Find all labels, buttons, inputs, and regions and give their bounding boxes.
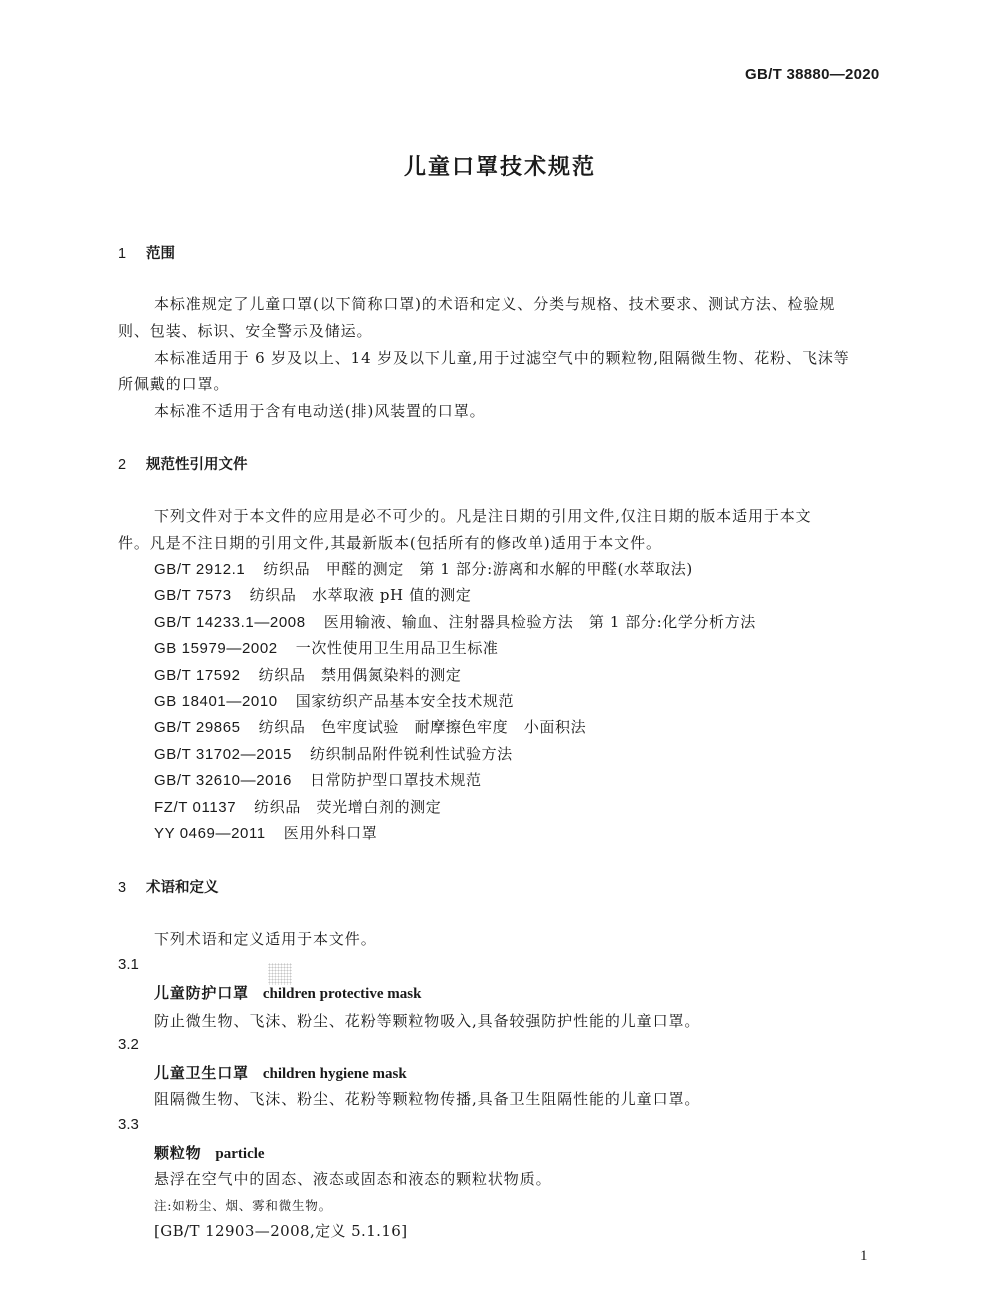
term-en: particle	[215, 1146, 265, 1162]
scope-line-2: 则、包装、标识、安全警示及储运。	[118, 322, 373, 340]
reference-title: 纺织制品附件锐利性试验方法	[309, 745, 513, 763]
page-number: 1	[860, 1248, 868, 1264]
scope-line-1: 本标准规定了儿童口罩(以下简称口罩)的术语和定义、分类与规格、技术要求、测试方法、检验规	[154, 295, 836, 313]
scope-line-4: 所佩戴的口罩。	[118, 375, 230, 393]
reference-item	[154, 611, 756, 632]
reference-code: GB 18401—2010	[154, 693, 278, 710]
reference-item	[154, 637, 499, 658]
reference-title: 医用外科口罩	[283, 824, 378, 842]
reference-code: GB/T 7573	[154, 587, 232, 604]
term-number: 3.3	[118, 1116, 139, 1133]
section-number: 3	[118, 880, 127, 896]
standard-code: GB/T 38880—2020	[745, 66, 880, 83]
reference-item	[154, 664, 461, 685]
terms-intro: 下列术语和定义适用于本文件。	[154, 930, 377, 948]
section-title: 术语和定义	[146, 880, 219, 896]
term-en: children hygiene mask	[262, 1066, 407, 1082]
reference-title: 纺织品 色牢度试验 耐摩擦色牢度 小面积法	[258, 718, 587, 736]
reference-item	[154, 822, 377, 843]
reference-code: GB 15979—2002	[154, 640, 278, 657]
reference-title: 一次性使用卫生用品卫生标准	[295, 639, 499, 657]
reference-code: GB/T 29865	[154, 719, 241, 736]
section-title: 范围	[146, 246, 175, 262]
term-heading	[154, 982, 421, 1003]
term-heading	[154, 1142, 265, 1163]
reference-title: 纺织品 禁用偶氮染料的测定	[258, 666, 462, 684]
reference-title: 纺织品 甲醛的测定 第 1 部分:游离和水解的甲醛(水萃取法)	[263, 560, 693, 578]
reference-code: YY 0469—2011	[154, 825, 266, 842]
reference-code: GB/T 31702—2015	[154, 746, 292, 763]
term-zh: 颗粒物	[154, 1144, 202, 1162]
section-3-heading	[118, 876, 219, 897]
reference-item	[154, 716, 586, 737]
reference-code: GB/T 2912.1	[154, 561, 246, 578]
term-number: 3.2	[118, 1036, 139, 1053]
term-zh: 儿童卫生口罩	[154, 1064, 249, 1082]
reference-code: GB/T 32610—2016	[154, 772, 292, 789]
scope-line-3: 本标准适用于 6 岁及以上、14 岁及以下儿童,用于过滤空气中的颗粒物,阻隔微生物、花粉、飞沫等	[154, 349, 850, 367]
section-1-heading	[118, 242, 175, 263]
reference-code: GB/T 17592	[154, 667, 241, 684]
term-definition: 悬浮在空气中的固态、液态或固态和液态的颗粒状物质。	[154, 1170, 552, 1188]
reference-title: 日常防护型口罩技术规范	[309, 771, 482, 789]
section-2-heading	[118, 453, 248, 474]
reference-item	[154, 796, 441, 817]
reference-item	[154, 769, 482, 790]
reference-code: GB/T 14233.1—2008	[154, 614, 306, 631]
section-number: 2	[118, 457, 127, 473]
term-number: 3.1	[118, 956, 139, 973]
reference-title: 纺织品 水萃取液 pH 值的测定	[249, 586, 472, 604]
term-source: [GB/T 12903—2008,定义 5.1.16]	[154, 1222, 408, 1240]
term-definition: 阻隔微生物、飞沫、粉尘、花粉等颗粒物传播,具备卫生阻隔性能的儿童口罩。	[154, 1090, 701, 1108]
term-zh: 儿童防护口罩	[154, 984, 249, 1002]
reference-item	[154, 584, 472, 605]
reference-item	[154, 690, 514, 711]
reference-title: 医用输液、输血、注射器具检验方法 第 1 部分:化学分析方法	[323, 613, 756, 631]
refs-intro-line-2: 件。凡是不注日期的引用文件,其最新版本(包括所有的修改单)适用于本文件。	[118, 534, 662, 552]
scope-line-5: 本标准不适用于含有电动送(排)风装置的口罩。	[154, 402, 486, 420]
section-title: 规范性引用文件	[146, 457, 248, 473]
term-note: 注:如粉尘、烟、雾和微生物。	[154, 1198, 332, 1213]
term-en: children protective mask	[262, 986, 422, 1002]
document-title: 儿童口罩技术规范	[403, 155, 596, 180]
term-definition: 防止微生物、飞沫、粉尘、花粉等颗粒物吸入,具备较强防护性能的儿童口罩。	[154, 1012, 701, 1030]
reference-title: 纺织品 荧光增白剂的测定	[254, 798, 442, 816]
section-number: 1	[118, 246, 127, 262]
term-heading	[154, 1062, 407, 1083]
reference-title: 国家纺织产品基本安全技术规范	[295, 692, 515, 710]
refs-intro-line-1: 下列文件对于本文件的应用是必不可少的。凡是注日期的引用文件,仅注日期的版本适用于本文	[154, 507, 812, 525]
reference-code: FZ/T 01137	[154, 799, 237, 816]
reference-item	[154, 558, 693, 579]
reference-item	[154, 743, 513, 764]
